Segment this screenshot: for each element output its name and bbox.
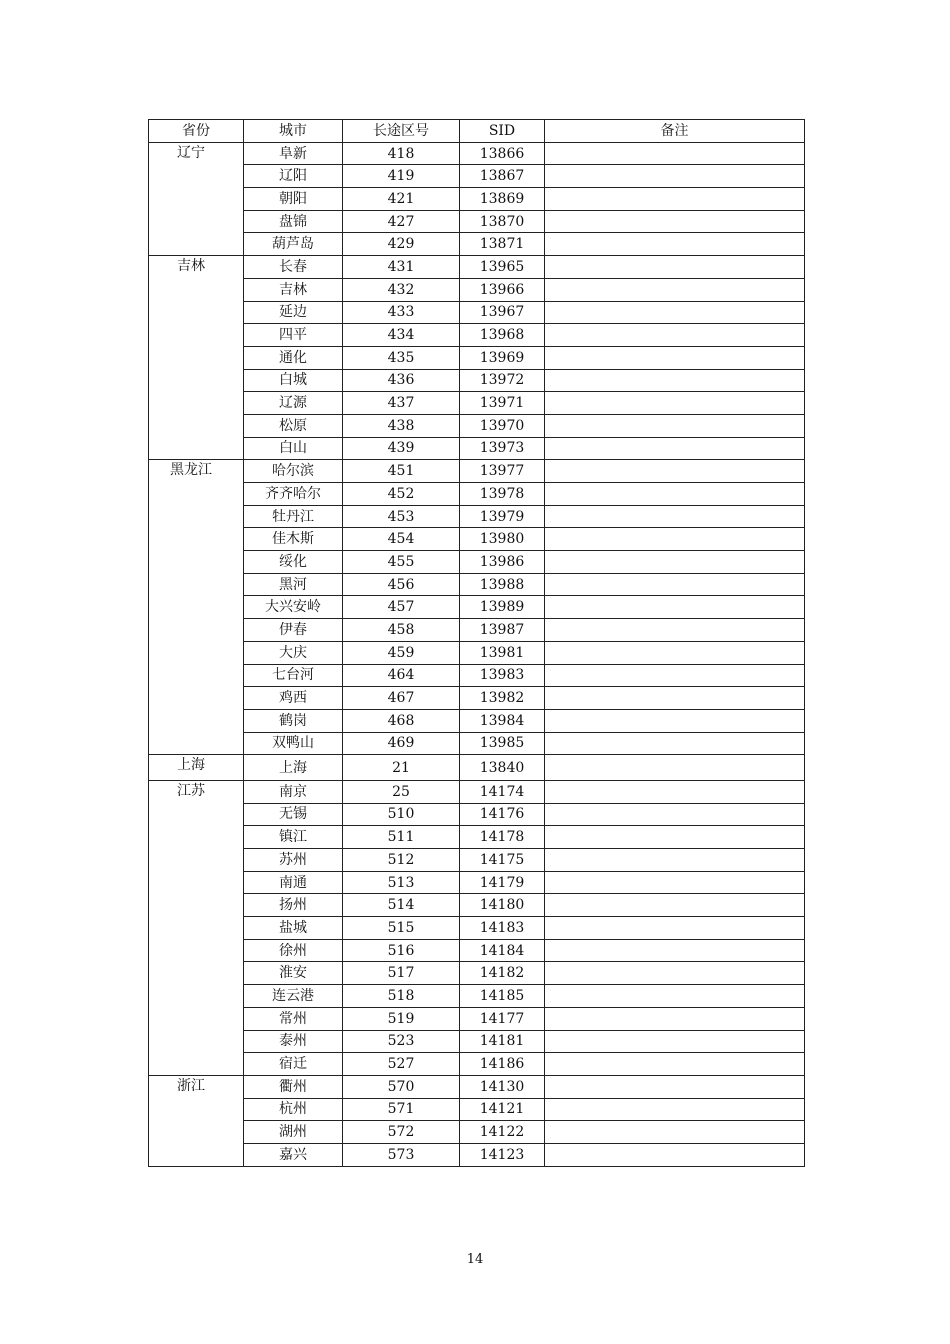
sid-cell: 14123 bbox=[460, 1143, 545, 1166]
city-cell: 徐州 bbox=[244, 939, 343, 962]
remarks-cell bbox=[545, 301, 805, 324]
city-cell: 四平 bbox=[244, 324, 343, 347]
sid-cell: 13968 bbox=[460, 324, 545, 347]
area-code-cell: 518 bbox=[343, 985, 460, 1008]
sid-cell: 13983 bbox=[460, 664, 545, 687]
area-code-cell: 527 bbox=[343, 1053, 460, 1076]
area-code-cell: 514 bbox=[343, 894, 460, 917]
remarks-cell bbox=[545, 369, 805, 392]
table-row bbox=[149, 346, 805, 369]
remarks-cell bbox=[545, 414, 805, 437]
city-cell: 辽阳 bbox=[244, 165, 343, 188]
remarks-cell bbox=[545, 188, 805, 211]
table-row bbox=[149, 755, 805, 781]
city-cell: 湖州 bbox=[244, 1121, 343, 1144]
remarks-cell bbox=[545, 962, 805, 985]
area-code-cell: 516 bbox=[343, 939, 460, 962]
sid-cell: 13870 bbox=[460, 210, 545, 233]
sid-cell: 13965 bbox=[460, 256, 545, 279]
sid-cell: 14175 bbox=[460, 849, 545, 872]
city-cell: 盐城 bbox=[244, 917, 343, 940]
table-row bbox=[149, 939, 805, 962]
city-cell: 辽源 bbox=[244, 392, 343, 415]
sid-cell: 13971 bbox=[460, 392, 545, 415]
city-cell: 常州 bbox=[244, 1007, 343, 1030]
remarks-cell bbox=[545, 483, 805, 506]
table-row bbox=[149, 641, 805, 664]
table-row bbox=[149, 233, 805, 256]
table-row bbox=[149, 256, 805, 279]
header-city: 城市 bbox=[244, 120, 343, 143]
table-row bbox=[149, 985, 805, 1008]
province-cell: 上海 bbox=[149, 755, 244, 781]
area-code-cell: 510 bbox=[343, 803, 460, 826]
table-row bbox=[149, 596, 805, 619]
area-code-cell: 427 bbox=[343, 210, 460, 233]
area-code-cell: 456 bbox=[343, 573, 460, 596]
city-cell: 宿迁 bbox=[244, 1053, 343, 1076]
remarks-cell bbox=[545, 687, 805, 710]
table-row bbox=[149, 619, 805, 642]
sid-cell: 13973 bbox=[460, 437, 545, 460]
city-cell: 延边 bbox=[244, 301, 343, 324]
remarks-cell bbox=[545, 1143, 805, 1166]
remarks-cell bbox=[545, 551, 805, 574]
sid-cell: 13988 bbox=[460, 573, 545, 596]
header-province: 省份 bbox=[149, 120, 244, 143]
city-cell: 通化 bbox=[244, 346, 343, 369]
city-cell: 无锡 bbox=[244, 803, 343, 826]
province-cell: 江苏 bbox=[149, 780, 244, 1075]
table-row bbox=[149, 324, 805, 347]
page-number: 14 bbox=[466, 1252, 484, 1267]
remarks-cell bbox=[545, 780, 805, 803]
city-cell: 杭州 bbox=[244, 1098, 343, 1121]
area-code-cell: 457 bbox=[343, 596, 460, 619]
sid-cell: 13987 bbox=[460, 619, 545, 642]
city-cell: 苏州 bbox=[244, 849, 343, 872]
table-row bbox=[149, 528, 805, 551]
table-row bbox=[149, 962, 805, 985]
remarks-cell bbox=[545, 732, 805, 755]
area-code-cell: 421 bbox=[343, 188, 460, 211]
area-code-cell: 431 bbox=[343, 256, 460, 279]
city-cell: 大庆 bbox=[244, 641, 343, 664]
city-cell: 连云港 bbox=[244, 985, 343, 1008]
area-code-cell: 435 bbox=[343, 346, 460, 369]
remarks-cell bbox=[545, 1030, 805, 1053]
city-cell: 上海 bbox=[244, 755, 343, 781]
table-row bbox=[149, 210, 805, 233]
city-cell: 镇江 bbox=[244, 826, 343, 849]
table-row bbox=[149, 1075, 805, 1098]
city-cell: 哈尔滨 bbox=[244, 460, 343, 483]
table-row bbox=[149, 460, 805, 483]
remarks-cell bbox=[545, 664, 805, 687]
sid-cell: 13866 bbox=[460, 142, 545, 165]
province-cell: 辽宁 bbox=[149, 142, 244, 255]
table-row bbox=[149, 437, 805, 460]
area-code-cell: 511 bbox=[343, 826, 460, 849]
area-code-cell: 437 bbox=[343, 392, 460, 415]
city-cell: 南京 bbox=[244, 780, 343, 803]
area-code-cell: 433 bbox=[343, 301, 460, 324]
remarks-cell bbox=[545, 939, 805, 962]
sid-cell: 13967 bbox=[460, 301, 545, 324]
table-row bbox=[149, 803, 805, 826]
table-row bbox=[149, 871, 805, 894]
sid-cell: 13986 bbox=[460, 551, 545, 574]
remarks-cell bbox=[545, 573, 805, 596]
table-row bbox=[149, 732, 805, 755]
city-cell: 大兴安岭 bbox=[244, 596, 343, 619]
table-row bbox=[149, 687, 805, 710]
table-row bbox=[149, 414, 805, 437]
area-code-cell: 454 bbox=[343, 528, 460, 551]
sid-cell: 14181 bbox=[460, 1030, 545, 1053]
sid-cell: 13977 bbox=[460, 460, 545, 483]
province-cell: 浙江 bbox=[149, 1075, 244, 1166]
remarks-cell bbox=[545, 437, 805, 460]
table-row bbox=[149, 849, 805, 872]
table-row bbox=[149, 188, 805, 211]
city-cell: 七台河 bbox=[244, 664, 343, 687]
city-cell: 盘锦 bbox=[244, 210, 343, 233]
header-remarks: 备注 bbox=[545, 120, 805, 143]
table-row bbox=[149, 392, 805, 415]
sid-cell: 13979 bbox=[460, 505, 545, 528]
sid-cell: 14130 bbox=[460, 1075, 545, 1098]
sid-cell: 14180 bbox=[460, 894, 545, 917]
city-cell: 南通 bbox=[244, 871, 343, 894]
area-code-cell: 452 bbox=[343, 483, 460, 506]
area-code-cell: 455 bbox=[343, 551, 460, 574]
sid-cell: 13969 bbox=[460, 346, 545, 369]
city-cell: 阜新 bbox=[244, 142, 343, 165]
remarks-cell bbox=[545, 505, 805, 528]
area-code-cell: 464 bbox=[343, 664, 460, 687]
sid-cell: 14184 bbox=[460, 939, 545, 962]
remarks-cell bbox=[545, 641, 805, 664]
area-code-cell: 571 bbox=[343, 1098, 460, 1121]
city-cell: 白山 bbox=[244, 437, 343, 460]
area-code-cell: 432 bbox=[343, 278, 460, 301]
table-row bbox=[149, 1007, 805, 1030]
sid-cell: 14121 bbox=[460, 1098, 545, 1121]
table-row bbox=[149, 505, 805, 528]
header-sid: SID bbox=[460, 120, 545, 143]
area-code-cell: 429 bbox=[343, 233, 460, 256]
table-row bbox=[149, 573, 805, 596]
table-row bbox=[149, 142, 805, 165]
city-cell: 葫芦岛 bbox=[244, 233, 343, 256]
city-cell: 鹤岗 bbox=[244, 709, 343, 732]
area-code-cell: 434 bbox=[343, 324, 460, 347]
area-code-cell: 573 bbox=[343, 1143, 460, 1166]
city-cell: 绥化 bbox=[244, 551, 343, 574]
area-code-cell: 469 bbox=[343, 732, 460, 755]
remarks-cell bbox=[545, 1075, 805, 1098]
sid-cell: 14122 bbox=[460, 1121, 545, 1144]
city-cell: 淮安 bbox=[244, 962, 343, 985]
sid-cell: 13871 bbox=[460, 233, 545, 256]
sid-cell: 14179 bbox=[460, 871, 545, 894]
remarks-cell bbox=[545, 278, 805, 301]
area-code-cell: 570 bbox=[343, 1075, 460, 1098]
remarks-cell bbox=[545, 1098, 805, 1121]
table-row bbox=[149, 780, 805, 803]
area-code-cell: 439 bbox=[343, 437, 460, 460]
table-row bbox=[149, 894, 805, 917]
area-code-cell: 419 bbox=[343, 165, 460, 188]
table-row bbox=[149, 301, 805, 324]
sid-cell: 14185 bbox=[460, 985, 545, 1008]
city-cell: 衢州 bbox=[244, 1075, 343, 1098]
sid-cell: 13982 bbox=[460, 687, 545, 710]
sid-cell: 13978 bbox=[460, 483, 545, 506]
sid-cell: 14177 bbox=[460, 1007, 545, 1030]
city-cell: 白城 bbox=[244, 369, 343, 392]
sid-cell: 13989 bbox=[460, 596, 545, 619]
table-row bbox=[149, 551, 805, 574]
remarks-cell bbox=[545, 755, 805, 781]
sid-cell: 14174 bbox=[460, 780, 545, 803]
table-row bbox=[149, 1121, 805, 1144]
city-cell: 佳木斯 bbox=[244, 528, 343, 551]
remarks-cell bbox=[545, 826, 805, 849]
table-row bbox=[149, 165, 805, 188]
area-code-table bbox=[148, 119, 805, 1167]
table-row bbox=[149, 826, 805, 849]
sid-cell: 14183 bbox=[460, 917, 545, 940]
city-cell: 双鸭山 bbox=[244, 732, 343, 755]
sid-cell: 14176 bbox=[460, 803, 545, 826]
area-code-cell: 512 bbox=[343, 849, 460, 872]
sid-cell: 13869 bbox=[460, 188, 545, 211]
city-cell: 嘉兴 bbox=[244, 1143, 343, 1166]
city-cell: 牡丹江 bbox=[244, 505, 343, 528]
table-row bbox=[149, 483, 805, 506]
table-body bbox=[149, 142, 805, 1166]
city-cell: 黑河 bbox=[244, 573, 343, 596]
table-row bbox=[149, 664, 805, 687]
area-code-cell: 458 bbox=[343, 619, 460, 642]
remarks-cell bbox=[545, 1121, 805, 1144]
area-code-cell: 515 bbox=[343, 917, 460, 940]
sid-cell: 13970 bbox=[460, 414, 545, 437]
remarks-cell bbox=[545, 392, 805, 415]
remarks-cell bbox=[545, 619, 805, 642]
area-code-cell: 25 bbox=[343, 780, 460, 803]
remarks-cell bbox=[545, 165, 805, 188]
remarks-cell bbox=[545, 460, 805, 483]
sid-cell: 13980 bbox=[460, 528, 545, 551]
area-code-cell: 523 bbox=[343, 1030, 460, 1053]
city-cell: 泰州 bbox=[244, 1030, 343, 1053]
city-cell: 鸡西 bbox=[244, 687, 343, 710]
table-row bbox=[149, 709, 805, 732]
sid-cell: 14178 bbox=[460, 826, 545, 849]
sid-cell: 13972 bbox=[460, 369, 545, 392]
table-row bbox=[149, 917, 805, 940]
area-code-cell: 438 bbox=[343, 414, 460, 437]
remarks-cell bbox=[545, 142, 805, 165]
sid-cell: 13984 bbox=[460, 709, 545, 732]
remarks-cell bbox=[545, 256, 805, 279]
area-code-cell: 21 bbox=[343, 755, 460, 781]
city-cell: 齐齐哈尔 bbox=[244, 483, 343, 506]
remarks-cell bbox=[545, 849, 805, 872]
area-code-cell: 453 bbox=[343, 505, 460, 528]
sid-cell: 14182 bbox=[460, 962, 545, 985]
sid-cell: 13981 bbox=[460, 641, 545, 664]
area-code-cell: 451 bbox=[343, 460, 460, 483]
remarks-cell bbox=[545, 596, 805, 619]
city-cell: 扬州 bbox=[244, 894, 343, 917]
area-code-cell: 513 bbox=[343, 871, 460, 894]
sid-cell: 13966 bbox=[460, 278, 545, 301]
table-row bbox=[149, 1143, 805, 1166]
area-code-cell: 467 bbox=[343, 687, 460, 710]
sid-cell: 14186 bbox=[460, 1053, 545, 1076]
header-area-code: 长途区号 bbox=[343, 120, 460, 143]
remarks-cell bbox=[545, 894, 805, 917]
table-header-row bbox=[149, 120, 805, 143]
province-cell: 黑龙江 bbox=[149, 460, 244, 755]
table-row bbox=[149, 1030, 805, 1053]
area-code-cell: 517 bbox=[343, 962, 460, 985]
remarks-cell bbox=[545, 1053, 805, 1076]
remarks-cell bbox=[545, 709, 805, 732]
area-code-cell: 459 bbox=[343, 641, 460, 664]
sid-cell: 13840 bbox=[460, 755, 545, 781]
city-cell: 长春 bbox=[244, 256, 343, 279]
province-cell: 吉林 bbox=[149, 256, 244, 460]
remarks-cell bbox=[545, 803, 805, 826]
area-code-cell: 418 bbox=[343, 142, 460, 165]
table-row bbox=[149, 369, 805, 392]
remarks-cell bbox=[545, 917, 805, 940]
remarks-cell bbox=[545, 210, 805, 233]
area-code-cell: 436 bbox=[343, 369, 460, 392]
remarks-cell bbox=[545, 528, 805, 551]
city-cell: 朝阳 bbox=[244, 188, 343, 211]
remarks-cell bbox=[545, 346, 805, 369]
table-row bbox=[149, 1098, 805, 1121]
city-cell: 松原 bbox=[244, 414, 343, 437]
remarks-cell bbox=[545, 985, 805, 1008]
city-cell: 吉林 bbox=[244, 278, 343, 301]
remarks-cell bbox=[545, 1007, 805, 1030]
remarks-cell bbox=[545, 233, 805, 256]
sid-cell: 13867 bbox=[460, 165, 545, 188]
remarks-cell bbox=[545, 871, 805, 894]
table-row bbox=[149, 278, 805, 301]
table-row bbox=[149, 1053, 805, 1076]
area-code-cell: 572 bbox=[343, 1121, 460, 1144]
sid-cell: 13985 bbox=[460, 732, 545, 755]
remarks-cell bbox=[545, 324, 805, 347]
city-cell: 伊春 bbox=[244, 619, 343, 642]
area-code-cell: 519 bbox=[343, 1007, 460, 1030]
area-code-cell: 468 bbox=[343, 709, 460, 732]
